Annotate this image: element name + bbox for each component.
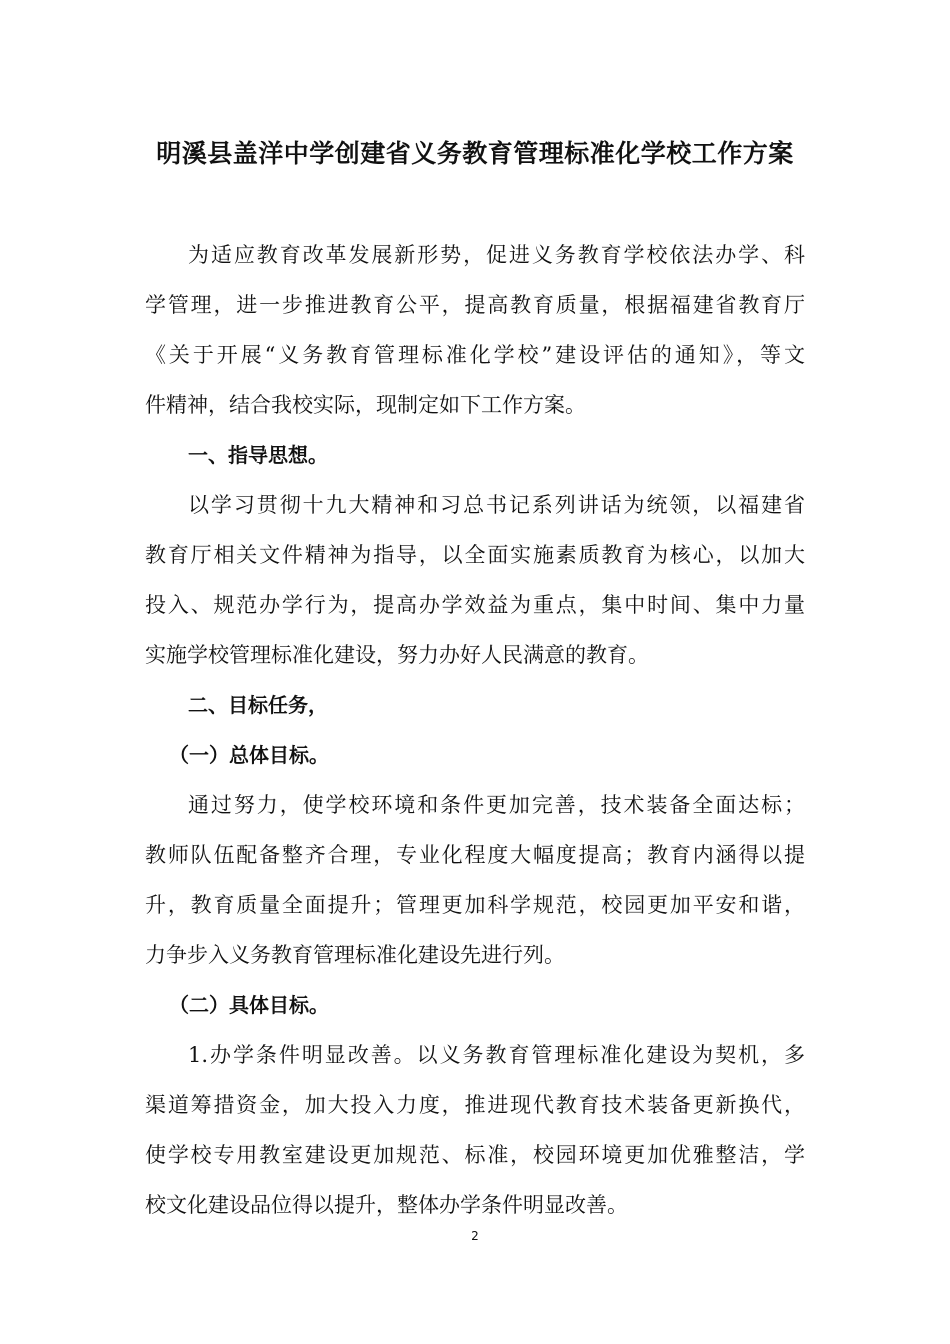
paragraph-line: 实施学校管理标准化建设，努力办好人民满意的教育。 xyxy=(145,643,649,667)
subsection-heading: （二）具体目标。 xyxy=(169,993,329,1017)
paragraph-line: 件精神，结合我校实际，现制定如下工作方案。 xyxy=(145,393,586,417)
paragraph-line: 使学校专用教室建设更加规范、标准，校园环境更加优雅整洁，学 xyxy=(145,1143,805,1167)
document-title: 明溪县盖洋中学创建省义务教育管理标准化学校工作方案 xyxy=(156,139,794,168)
section-heading: 一、指导思想。 xyxy=(188,443,328,467)
paragraph-line: 为适应教育改革发展新形势，促进义务教育学校依法办学、科 xyxy=(188,243,805,267)
paragraph-line: 《关于开展“义务教育管理标准化学校”建设评估的通知》，等文 xyxy=(145,343,805,367)
section-heading: 二、目标任务， xyxy=(188,693,328,717)
paragraph-line: 通过努力，使学校环境和条件更加完善，技术装备全面达标； xyxy=(188,793,805,817)
document-body xyxy=(145,230,805,1230)
paragraph-line: 教师队伍配备整齐合理，专业化程度大幅度提高；教育内涵得以提 xyxy=(145,843,805,867)
paragraph-line: 升，教育质量全面提升；管理更加科学规范，校园更加平安和谐， xyxy=(145,893,805,917)
paragraph-line: 渠道筹措资金，加大投入力度，推进现代教育技术装备更新换代， xyxy=(145,1093,805,1117)
paragraph-line: 校文化建设品位得以提升，整体办学条件明显改善。 xyxy=(145,1193,628,1217)
paragraph-line: 1.办学条件明显改善。以义务教育管理标准化建设为契机，多 xyxy=(188,1043,805,1067)
paragraph-line: 以学习贯彻十九大精神和习总书记系列讲话为统领，以福建省 xyxy=(188,493,805,517)
page-number: 2 xyxy=(471,1229,479,1243)
paragraph-line: 投入、规范办学行为，提高办学效益为重点，集中时间、集中力量 xyxy=(145,593,805,617)
paragraph-line: 学管理，进一步推进教育公平，提高教育质量，根据福建省教育厅 xyxy=(145,293,805,317)
subsection-heading: （一）总体目标。 xyxy=(169,743,329,767)
paragraph-line: 教育厅相关文件精神为指导，以全面实施素质教育为核心，以加大 xyxy=(145,543,805,567)
paragraph-line: 力争步入义务教育管理标准化建设先进行列。 xyxy=(145,943,565,967)
